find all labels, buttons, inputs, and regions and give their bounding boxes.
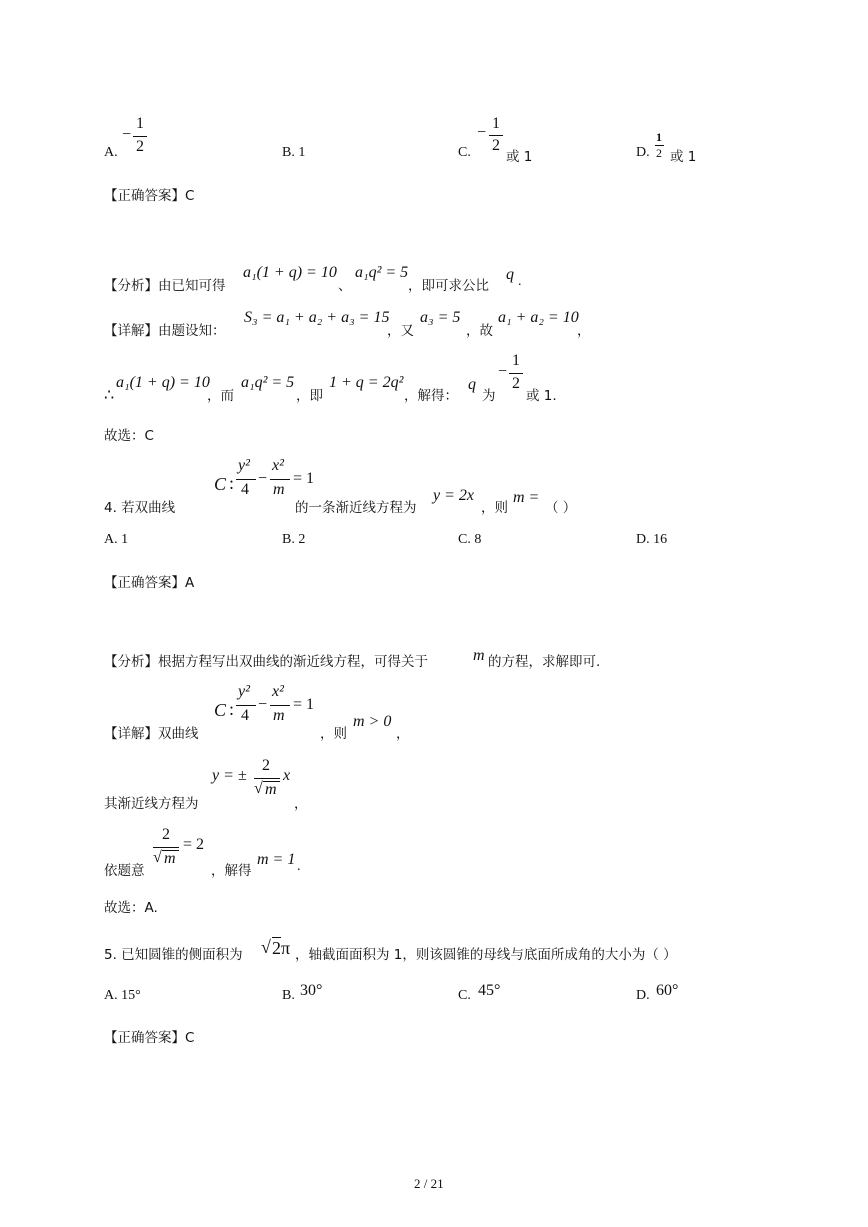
q5-option-c-label: C. xyxy=(458,988,471,1003)
q4-option-c: C. 8 xyxy=(458,532,482,547)
q4-option-d: D. 16 xyxy=(636,532,668,547)
q3-analysis-eq2: a₁q² = 5 xyxy=(355,264,409,281)
q4-stem-mid2: ，则 xyxy=(481,500,508,516)
q3-option-c-den: 2 xyxy=(492,137,500,154)
q4-yiti-sqrt-icon: √ xyxy=(153,849,162,866)
q4-stem-colon: : xyxy=(229,473,235,493)
q4-detail-eq1: = 1 xyxy=(293,696,315,713)
q4-answer: 【正确答案】A xyxy=(104,575,195,591)
q4-detail-cond: m > 0 xyxy=(353,713,392,730)
q4-asym-den: m xyxy=(265,781,277,798)
q4-stem-mid: 的一条渐近线方程为 xyxy=(295,500,417,516)
q4-stem-prefix: 4. 若双曲线 xyxy=(104,500,176,516)
q4-detail-den4: 4 xyxy=(241,707,249,724)
q4-stem-m-eq: m = xyxy=(513,489,540,506)
q3-analysis-eq1: a₁(1 + q) = 10 xyxy=(243,264,337,281)
q3-option-a-label: A. xyxy=(104,145,118,160)
q4-analysis-b: 的方程，求解即可. xyxy=(488,654,601,670)
q4-stem-paren: （ ） xyxy=(545,500,577,516)
q3-line2-num: 1 xyxy=(512,352,520,369)
q4-asym-sqrt-icon: √ xyxy=(254,780,263,797)
q3-option-d-den: 2 xyxy=(656,146,662,160)
q5-stem-a: 5. 已知圆锥的侧面积为 xyxy=(104,947,243,963)
q3-line2-wei: 为 xyxy=(482,388,496,404)
q4-detail-frac2-bar xyxy=(270,705,290,706)
q4-stem-frac1-bar xyxy=(236,479,256,480)
q4-stem-eq1: = 1 xyxy=(293,470,315,487)
q3-analysis-mid: ，即可求公比 xyxy=(408,278,489,294)
q4-stem-minus: − xyxy=(258,470,268,487)
q4-yiti-res: m = 1 xyxy=(257,851,296,868)
q4-yiti-fraction-bar xyxy=(153,847,179,848)
q4-asym-end: ， xyxy=(294,796,308,812)
q3-option-c-tail: 或 1 xyxy=(506,149,533,165)
q3-detail-end1: ， xyxy=(577,323,591,339)
q4-asym-lhs: y = ± xyxy=(212,767,247,784)
q4-asym-num: 2 xyxy=(262,757,270,774)
q3-line2-tail: 或 1. xyxy=(526,388,557,404)
q3-choose: 故选：C xyxy=(104,428,154,444)
q4-detail-colon: : xyxy=(229,699,235,719)
q3-detail-mid2: ，故 xyxy=(466,323,493,339)
q4-asym-fraction-bar xyxy=(254,778,280,779)
q4-choose: 故选：A. xyxy=(104,900,158,916)
q4-detail-prefix: 【详解】双曲线 xyxy=(104,726,199,742)
q4-detail-end: ， xyxy=(396,726,410,742)
q4-yiti-end: . xyxy=(297,859,301,874)
q4-detail-minus: − xyxy=(258,696,268,713)
q3-line2-fraction-bar xyxy=(509,373,523,374)
q4-detail-x2: x² xyxy=(272,683,284,700)
q5-option-d-label: D. xyxy=(636,988,650,1003)
q4-detail-y2: y² xyxy=(238,683,250,700)
q4-detail-frac1-bar xyxy=(236,705,256,706)
q5-option-a: A. 15° xyxy=(104,988,141,1003)
q5-sqrt-icon: √ xyxy=(261,937,271,957)
q3-option-c-num: 1 xyxy=(492,115,500,132)
q3-answer: 【正确答案】C xyxy=(104,188,195,204)
q5-stem-val: 2π xyxy=(272,938,291,958)
q4-yiti-num: 2 xyxy=(162,826,170,843)
q3-line2-eq1: a₁(1 + q) = 10 xyxy=(116,374,210,391)
q3-therefore: ∴ xyxy=(104,387,115,404)
q4-asym-prefix: 其渐近线方程为 xyxy=(104,796,199,812)
q3-detail-eq3: a₁ + a₂ = 10 xyxy=(498,309,579,326)
q4-stem-den4: 4 xyxy=(241,481,249,498)
q4-analysis-m: m xyxy=(473,647,485,664)
q3-option-d-tail: 或 1 xyxy=(670,149,697,165)
q3-analysis-sep: 、 xyxy=(338,278,352,294)
q4-detail-den-m: m xyxy=(273,707,285,724)
q4-stem-asym: y = 2x xyxy=(433,487,474,504)
q4-yiti-mid: ，解得 xyxy=(211,863,252,879)
q3-option-c-fraction-bar xyxy=(489,135,503,136)
q5-option-c-val: 45° xyxy=(478,982,501,999)
q4-yiti-den: m xyxy=(164,850,176,867)
q3-option-a-den: 2 xyxy=(136,138,144,155)
q3-option-d-num: 1 xyxy=(656,130,662,144)
q5-option-b-val: 30° xyxy=(300,982,323,999)
q3-option-c-label: C. xyxy=(458,145,471,160)
q3-line2-eq3: 1 + q = 2q² xyxy=(329,374,404,391)
q4-stem-frac2-bar xyxy=(270,479,290,480)
q4-asym-x: x xyxy=(283,767,291,784)
q3-line2-den: 2 xyxy=(512,375,520,392)
q4-stem-C: C xyxy=(214,474,227,494)
q3-option-b: B. 1 xyxy=(282,145,306,160)
q3-line2-mid2: ，即 xyxy=(296,388,323,404)
q4-option-b: B. 2 xyxy=(282,532,306,547)
q3-analysis-end: . xyxy=(518,274,522,289)
q3-detail-mid1: ，又 xyxy=(387,323,414,339)
page-number: 2 / 21 xyxy=(414,1176,444,1191)
q3-detail-eq1: S₃ = a₁ + a₂ + a₃ = 15 xyxy=(244,309,390,326)
q3-option-d-label: D. xyxy=(636,145,650,160)
q3-option-a-fraction-bar xyxy=(133,136,147,137)
q4-stem-y2: y² xyxy=(238,457,250,474)
q4-detail-mid: ，则 xyxy=(320,726,347,742)
q3-analysis-prefix: 【分析】由已知可得 xyxy=(104,278,226,294)
q3-line2-eq2: a₁q² = 5 xyxy=(241,374,295,391)
q5-option-d-val: 60° xyxy=(656,982,679,999)
q3-detail-prefix: 【详解】由题设知： xyxy=(104,323,226,339)
q3-detail-eq2: a₃ = 5 xyxy=(420,309,461,326)
q4-yiti-eq: = 2 xyxy=(183,836,205,853)
q5-option-b-label: B. xyxy=(282,988,295,1003)
q5-answer: 【正确答案】C xyxy=(104,1030,195,1046)
q4-option-a: A. 1 xyxy=(104,532,129,547)
q3-line2-q: q xyxy=(468,376,476,393)
q3-option-a-minus: − xyxy=(122,126,132,143)
q4-yiti-prefix: 依题意 xyxy=(104,863,145,879)
q3-option-a-num: 1 xyxy=(136,115,144,132)
q3-option-c-minus: − xyxy=(477,124,487,141)
q3-line2-mid1: ，而 xyxy=(207,388,234,404)
q3-line2-mid3: ，解得： xyxy=(404,388,458,404)
q4-stem-den-m: m xyxy=(273,481,285,498)
q4-detail-C: C xyxy=(214,700,227,720)
q4-analysis-a: 【分析】根据方程写出双曲线的渐近线方程，可得关于 xyxy=(104,654,428,670)
q3-analysis-q: q xyxy=(506,266,514,283)
q3-line2-minus: − xyxy=(498,363,508,380)
q4-stem-x2: x² xyxy=(272,457,284,474)
q5-stem-b: ，轴截面面积为 1，则该圆锥的母线与底面所成角的大小为（ ） xyxy=(295,947,677,963)
